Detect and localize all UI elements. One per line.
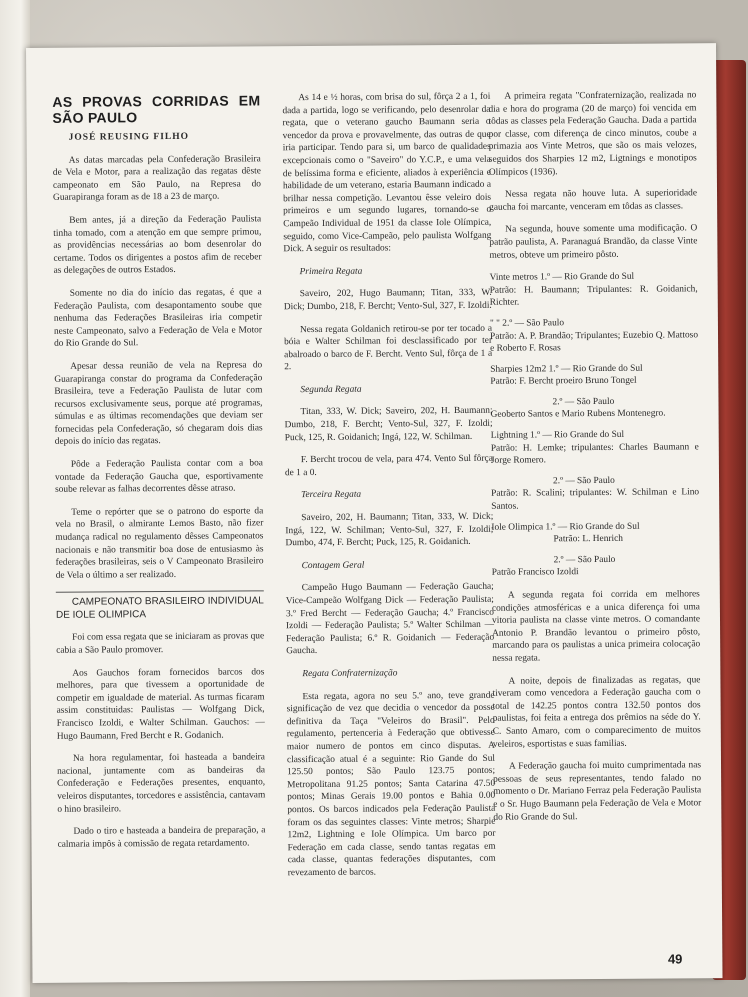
paragraph: As 14 e ½ horas, com brisa do sul, fôrça 2 a 1, foi dada a partida, logo se verificando, pelo desenrolar da regata, que o veterano gaucho Baumann seria o vencedor da prova e provavelmente, das outras de que iria participar. Tendo para si, um barco de qualidades excepcionais como o "Saveiro" do Y.C.P., e uma vela de belíssima forma e eficiente, aliados à experiência e habilidade de um veterano, estaria Baumann indicado a brilhar nessa competição. Levantou êsse veleiro dois primeiros e um segundo lugares, tornando-se o Campeão Individual de 1951 da classe Iole Olímpica, seguido, como Vice-Campeão, pelo paulista Wolfgang Dick. A seguir os resultados: bbox=[282, 91, 492, 255]
section-heading: Segunda Regata bbox=[300, 384, 362, 395]
result-text: Titan, 333, W. Dick; Saveiro, 202, H. Baumann; Dumbo, 218, F. Bercht; Vento-Sul, 327, F. Izoldi; Puck, 125, R. Goidanich; Ingá, 122, W. Schilman. bbox=[284, 406, 493, 443]
result-class-line: Iole Olimpica 1.º — Rio Grande do Sul bbox=[491, 521, 640, 533]
result-entry bbox=[492, 553, 700, 580]
paragraph: Bem antes, já a direção da Federação Paulista tinha tomado, com a atenção em que sempre primou, as providências necessárias ao bom desenrolar do certame. Todos os dirigentes a postos afim de receber as delegações de outros Estados. bbox=[53, 214, 262, 277]
column-2 bbox=[282, 91, 496, 890]
section-heading: Terceira Regata bbox=[301, 490, 362, 501]
paragraph: As datas marcadas pela Confederação Brasileira de Vela e Motor, para a realização das regatas dêste campeonato em São Paulo, na Represa do Guarapiranga foram as de 18 a 23 de março. bbox=[52, 153, 261, 204]
paragraph: Na hora regulamentar, foi hasteada a bandeira nacional, juntamente com as bandeiras da Confederação e Federações presentes, enquanto, veleiros disputantes, torcedores e assistência, cantavam o hino brasileiro. bbox=[57, 752, 266, 815]
paragraph: A segunda regata foi corrida em melhores condições atmosféricas e a unica diferença foi uma vitoria paulista na classe vinte metros. O comandante Antonio P. Brandão levantou o primeiro pôsto, marcando para os paulistas a unica primeira colocação nessa regata. bbox=[491, 589, 701, 664]
result-crew-line: Patrão: L. Henrich bbox=[553, 534, 623, 545]
paragraph: Aos Gauchos foram fornecidos barcos dos melhores, para que tivessem a oportunidade de competir em igualdade de material. As turmas ficaram assim constituidas: Paulistas — Wolfgang Dick, Francisco Izoldi, e Walter Schilman. Gauchos: — Hugo Baumann, Fred Bercht e R. Godanich. bbox=[56, 666, 265, 742]
result-class-line: Sharpies 12m2 1.º — Rio Grande do Sul bbox=[490, 363, 643, 375]
paragraph: Somente no dia do início das regatas, é que a Federação Paulista, com desapontamento soube que nenhuma das Federações Brasileiras iria competir neste Campeonato, salvo a Federação de Vela e Motor do Rio Grande do Sul. bbox=[53, 287, 263, 350]
section-heading: CAMPEONATO BRASILEIRO INDIVIDUAL DE IOLE OLIMPICA bbox=[56, 591, 264, 622]
paragraph: Na segunda, houve somente uma modificação. O patrão paulista, A. Paranaguá Brandão, da classe Vinte metros, obteve um primeiro pôsto. bbox=[489, 223, 698, 261]
result-entry bbox=[490, 395, 698, 422]
left-page-edge bbox=[0, 0, 30, 997]
paragraph: Nessa regata não houve luta. A superioridade gaucha foi marcante, venceram em tôdas as classes. bbox=[489, 188, 698, 213]
article-author: JOSÉ REUSING FILHO bbox=[68, 131, 190, 143]
paragraph: A noite, depois de finalizadas as regatas, que tiveram como vencedora a Federação gaucha com o total de 142.25 pontos contra 132.50 pontos dos paulistas, foi feita a entrega dos prêmios na séde do Y. C. Santo Amaro, com o comparecimento de muitos veleiros, esportistas e suas familias. bbox=[492, 674, 701, 750]
result-text: Esta regata, agora no seu 5.º ano, teve grande significação de vez que decidia o vencedor da posse definitiva da Taça "Veleiros do Brasil". Pelo regulamento, pertenceria à Federação que obtivesse maior numero de pontos em cinco disputas. A classificação atual é a seguinte: Rio Gande do Sul 125.50 pontos; São Paulo 123.75 pontos; Metropolitana 91.25 pontos; Santa Catarina 47.50 pontos; Minas Gerais 19.00 pontos e Bahia 0.00 pontos. Os barcos indicados pela Federação Paulista foram os das seguintes classes: Vinte metros; Sharpie 12m2, Lightning e Iole Olímpica. Um barco por Federação em cada classe, sendo tantas regatas em cada classe, quantas federações disputantes, com revezamento de barcos. bbox=[286, 690, 496, 879]
result-class-line: Lightning 1.º — Rio Grande do Sul bbox=[490, 429, 625, 441]
result-crew-line: Patrão Francisco Izoldi bbox=[491, 567, 579, 579]
result-crew-line: Patrão: H. Baumann; Tripulantes: R. Goidanich, Richter. bbox=[489, 284, 698, 309]
result-text: Saveiro, 202, H. Baumann; Titan, 333, W. Dick; Ingá, 122, W. Schilman; Vento-Sul, 327, F. Izoldi; Dumbo, 474, F. Bercht; Puck, 125, R. Goidanich. bbox=[285, 511, 494, 549]
results-list bbox=[490, 270, 700, 579]
result-crew-line: Geoberto Santos e Mario Rubens Montenegro. bbox=[490, 409, 666, 421]
paragraph: Teme o repórter que se o patrono do esporte da vela no Brasil, o almirante Lemos Basto, não fizer mudança radical no regulamento dêsses Campeonatos nacionais e não transmitir boa dose de entusiasmo às federações brasileiras, seis o V Campeonato Brasileiro de Vela o último a ser realizado. bbox=[55, 506, 264, 581]
result-class-line: " " 2.º — São Paulo bbox=[489, 318, 565, 329]
result-text: Campeão Hugo Baumann — Federação Gaucha; Vice-Campeão Wolfgang Dick — Federação Paulista; 3.º Fred Bercht — Federação Gaucha; 4.º Francisco Izoldi — Federação Paulista; 5.º Walter Schilman — Federação Paulista; 6.º R. Goidanich — Federação Gaucha. bbox=[285, 582, 495, 657]
paragraph: Apesar dessa reunião de vela na Represa do Guarapiranga constar do programa da Confederação Brasileira, teve a Federação Paulista de lutar com recursos exclusivamente seus, porque até programas, súmulas e as últimas recomendações que deviam ser fornecidas pela Confederação, só chegaram dois dias depois do início das regatas. bbox=[54, 360, 263, 448]
result-entry bbox=[490, 316, 698, 355]
result-text: Saveiro, 202, Hugo Baumann; Titan, 333, W. Dick; Dumbo, 218, F. Bercht; Vento-Sul, 327, F. Izoldi. bbox=[283, 288, 492, 313]
column-3 bbox=[488, 89, 701, 834]
result-entry bbox=[490, 270, 698, 309]
paragraph: Dado o tiro e hasteada a bandeira de preparação, a calmaria impôs à comissão de regata retardamento. bbox=[57, 825, 266, 850]
result-crew-line: Patrão: R. Scalini; tripulantes: W. Schilman e Lino Santos. bbox=[491, 487, 700, 512]
result-text: F. Bercht trocou de vela, para 474. Vento Sul fôrça de 1 a 0. bbox=[284, 454, 493, 479]
result-entry bbox=[491, 520, 699, 547]
section-heading: Contagem Geral bbox=[301, 560, 365, 571]
page-number: 49 bbox=[667, 951, 683, 967]
result-text: Nessa regata Goldanich retirou-se por ter tocado a bóia e Walter Schilman foi desclassificado por ter abalroado o barco de F. Bercht. Vento Sul, fôrça de 1 a 2. bbox=[284, 323, 493, 373]
result-entry bbox=[491, 474, 699, 513]
magazine-page bbox=[26, 43, 723, 983]
column-1 bbox=[52, 92, 265, 861]
paragraph: A primeira regata "Confraternização, realizada no dia e hora do programa (20 de março) foi vencida em tôdas as classes pela Federação Gaucha. Dada a partida por classe, com diferença de cinco minutos, coube a primazia aos Vinte Metros, que são os mais velozes, seguidos dos Sharpies 12 m2, Ligtnings e monotipos Olímpicos (1936). bbox=[488, 90, 697, 178]
section-heading: Primeira Regata bbox=[299, 266, 363, 277]
result-crew-line: Patrão: F. Bercht proeiro Bruno Tongel bbox=[490, 376, 637, 388]
result-class-line: 2.º — São Paulo bbox=[553, 554, 616, 566]
paragraph: Foi com essa regata que se iniciaram as provas que cabia a São Paulo promover. bbox=[56, 631, 265, 656]
section-heading: Regata Confraternização bbox=[302, 668, 398, 680]
result-crew-line: Patrão: H. Lemke; tripulantes: Charles Baumann e Jorge Romero. bbox=[490, 441, 699, 467]
result-class-line: 2.º — São Paulo bbox=[553, 475, 615, 487]
result-crew-line: Patrão: A. P. Brandão; Tripulantes; Euzebio Q. Mattoso e Roberto F. Rosas bbox=[489, 329, 699, 354]
paragraph: A Federação gaucha foi muito cumprimentada nas pessoas de seus representantes, tendo falado no momento o Dr. Mariano Ferraz pela Federação Paulista e o Sr. Hugo Baumann pela Federação de Vela e Motor do Rio Grande do Sul. bbox=[493, 760, 702, 823]
article-title: AS PROVAS CORRIDAS EM SÃO PAULO bbox=[52, 92, 261, 126]
paragraph: Pôde a Federação Paulista contar com a boa vontade da Federação Gaucha que, esportivamente soube relevar as falhas decorrentes dêsse atraso. bbox=[54, 458, 264, 496]
result-class-line: 2.º — São Paulo bbox=[552, 396, 615, 408]
result-entry bbox=[490, 362, 698, 389]
result-entry bbox=[491, 428, 699, 467]
result-class-line: Vinte metros 1.º — Rio Grande do Sul bbox=[489, 271, 635, 283]
